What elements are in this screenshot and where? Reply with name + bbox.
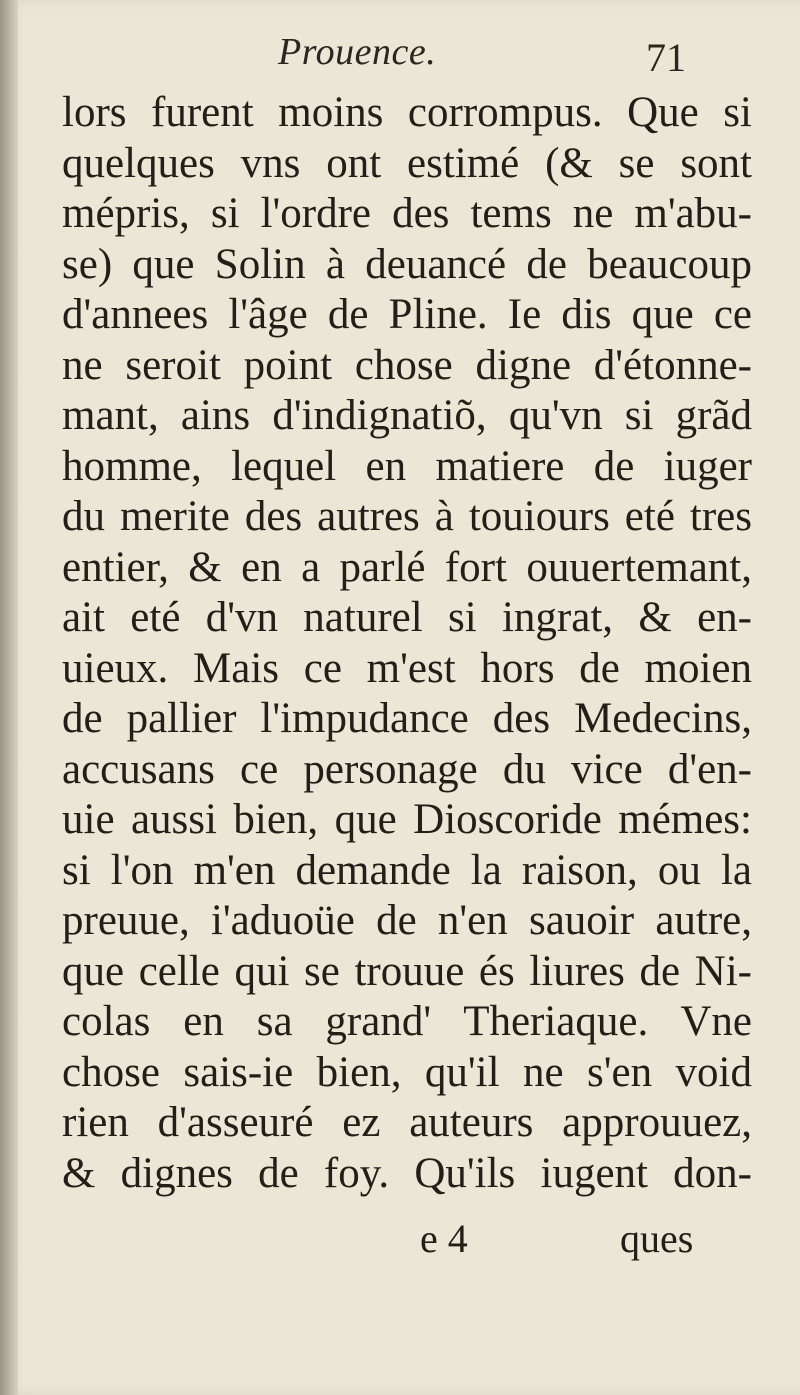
text-line: de pallier l'impudance des Medecins, (62, 695, 752, 742)
text-line: du merite des autres à touiours eté tres (62, 493, 752, 540)
text-line: se) que Solin à deuancé de beaucoup (62, 240, 752, 288)
text-line: homme, lequel en matiere de iuger (62, 442, 752, 490)
text-line: quelques vns ont estimé (& se sont (62, 139, 752, 187)
text-line: ait eté d'vn naturel si ingrat, & en- (62, 594, 752, 641)
text-line: accusans ce personage du vice d'en- (62, 745, 752, 793)
page-number: 71 (646, 35, 686, 80)
text-line: & dignes de foy. Qu'ils iugent don- (62, 1149, 752, 1197)
text-line: si l'on m'en demande la raison, ou la (62, 846, 752, 894)
text-line: mépris, si l'ordre des tems ne m'abu- (62, 190, 752, 237)
text-line: d'annees l'âge de Pline. Ie dis que ce (62, 291, 752, 338)
text-line: preuue, i'aduoüe de n'en sauoir autre, (62, 897, 752, 944)
text-line: uieux. Mais ce m'est hors de moien (62, 644, 752, 692)
page-header (0, 30, 800, 90)
text-line: ne seroit point chose digne d'étonne- (62, 341, 752, 389)
text-line: lors furent moins corrompus. Que si (62, 89, 752, 136)
text-line: entier, & en a parlé fort ouuertemant, (62, 543, 752, 591)
body-text (62, 88, 752, 1199)
text-line: mant, ains d'indignatiõ, qu'vn si grãd (62, 392, 752, 439)
text-line: que celle qui se trouue és liures de Ni- (62, 947, 752, 995)
text-line: colas en sa grand' Theriaque. Vne (62, 998, 752, 1045)
signature-mark: e 4 (420, 1216, 468, 1261)
catchword: ques (620, 1216, 694, 1261)
page-gutter-shadow (0, 0, 18, 1395)
text-line: rien d'asseuré ez auteurs approuuez, (62, 1099, 752, 1146)
text-line: uie aussi bien, que Dioscoride mémes: (62, 796, 752, 843)
page-footer (0, 1215, 800, 1275)
text-line: chose sais-ie bien, qu'il ne s'en void (62, 1048, 752, 1096)
running-title: Prouence. (278, 31, 437, 73)
